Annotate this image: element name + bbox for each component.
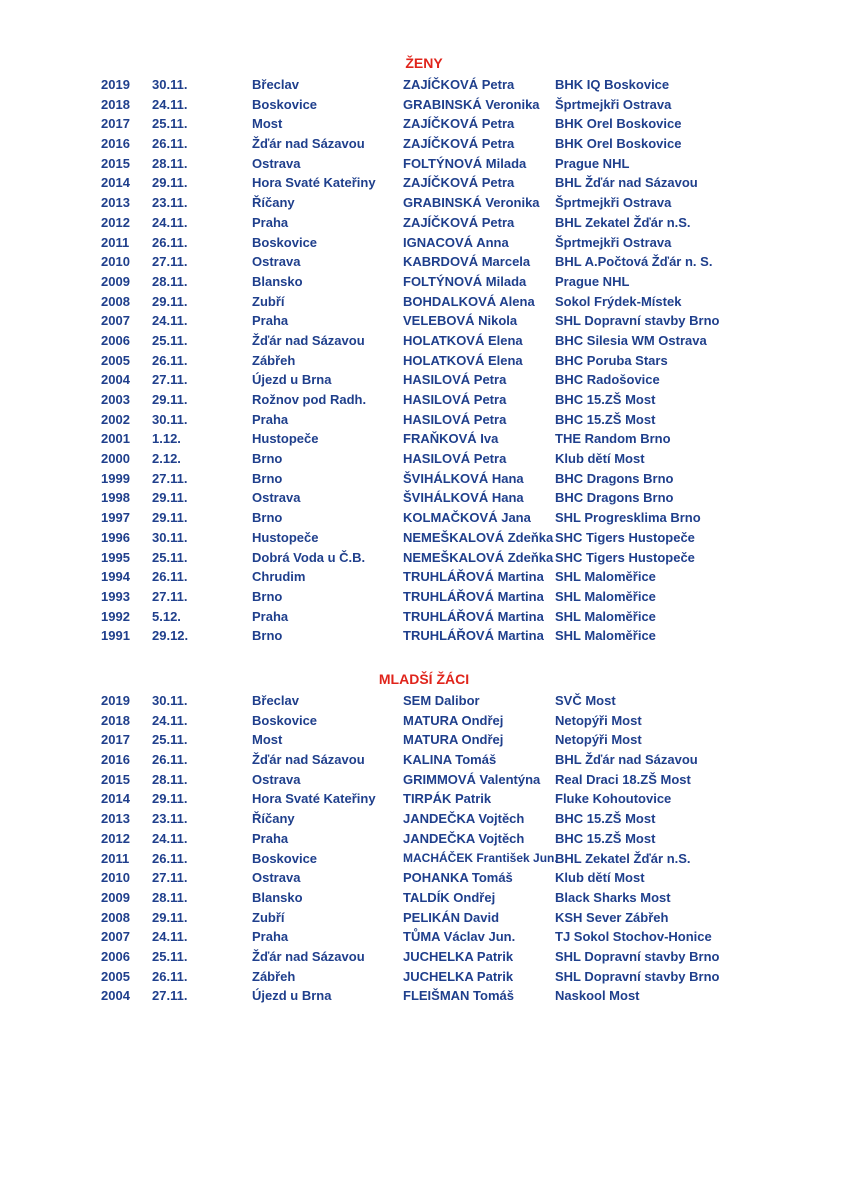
table-row [0,508,848,528]
club-cell: SHL Dopravní stavby Brno [555,968,720,984]
club-cell: SHL Maloměřice [555,628,656,644]
city-cell: Žďár nad Sázavou [252,136,365,152]
table-row [0,691,848,711]
year-cell: 1992 [101,608,130,624]
year-cell: 2019 [101,77,130,92]
city-cell: Ostrava [252,490,301,506]
name-cell: GRIMMOVÁ Valentýna [403,771,541,787]
club-cell: SHL Maloměřice [555,588,656,604]
year-cell: 2014 [101,791,130,807]
name-cell: ZAJÍČKOVÁ Petra [403,214,515,230]
date-cell: 30.11. [152,77,188,92]
date-cell: 23.11. [152,195,188,211]
name-cell: JANDEČKA Vojtěch [403,811,525,827]
name-cell: IGNACOVÁ Anna [403,234,509,250]
date-cell: 29.11. [152,510,188,526]
table-row [0,888,848,908]
date-cell: 29.11. [152,293,188,309]
table-row [0,750,848,770]
city-cell: Praha [252,929,289,945]
table-row [0,390,848,410]
table-row [0,429,848,449]
table-row [0,272,848,292]
year-cell: 2019 [101,693,130,708]
table-row [0,75,848,95]
city-cell: Chrudim [252,569,306,585]
club-cell: Netopýři Most [555,712,642,728]
date-cell: 24.11. [152,214,188,230]
name-cell: MATURA Ondřej [403,712,504,728]
club-cell: Naskool Most [555,988,640,1004]
year-cell: 2007 [101,313,130,329]
date-cell: 5.12. [152,608,181,624]
year-cell: 2010 [101,870,130,886]
date-cell: 29.11. [152,392,188,407]
year-cell: 2005 [101,352,130,368]
date-cell: 25.11. [152,332,188,348]
table-row [0,567,848,587]
club-cell: Prague NHL [555,155,630,171]
name-cell: ŠVIHÁLKOVÁ Hana [403,470,524,486]
date-cell: 30.11. [152,529,188,545]
year-cell: 2011 [101,234,130,250]
city-cell: Boskovice [252,96,318,112]
date-cell: 2.12. [152,451,181,467]
name-cell: TRUHLÁŘOVÁ Martina [403,569,544,585]
table-row [0,607,848,627]
club-cell: Prague NHL [555,273,630,289]
date-cell: 30.11. [152,411,188,427]
table-row [0,292,848,312]
year-cell: 2010 [101,254,130,270]
club-cell: SHL Maloměřice [555,569,656,585]
year-cell: 2008 [101,909,130,925]
club-cell: BHC 15.ZŠ Most [555,830,656,846]
city-cell: Říčany [252,195,295,211]
year-cell: 2015 [101,155,130,171]
name-cell: HASILOVÁ Petra [403,372,507,388]
name-cell: HASILOVÁ Petra [403,411,507,427]
city-cell: Praha [252,313,289,329]
year-cell: 2017 [101,732,130,748]
table-row [0,114,848,134]
city-cell: Zábřeh [252,968,296,984]
year-cell: 2011 [101,850,130,866]
name-cell: ZAJÍČKOVÁ Petra [403,136,515,152]
club-cell: SHL Progresklima Brno [555,510,701,526]
table-row [0,154,848,174]
club-cell: TJ Sokol Stochov-Honice [555,929,712,945]
club-cell: SHL Dopravní stavby Brno [555,313,720,329]
year-cell: 2005 [101,968,130,984]
results-list-zeny [0,75,848,646]
city-cell: Žďár nad Sázavou [252,948,365,964]
table-row [0,193,848,213]
date-cell: 27.11. [152,988,188,1004]
name-cell: BOHDALKOVÁ Alena [403,293,535,309]
date-cell: 28.11. [152,273,188,289]
table-row [0,829,848,849]
name-cell: FLEIŠMAN Tomáš [403,988,514,1004]
club-cell: KSH Sever Zábřeh [555,909,669,925]
table-row [0,548,848,568]
city-cell: Hustopeče [252,529,319,545]
table-row [0,410,848,430]
date-cell: 25.11. [152,116,188,132]
city-cell: Brno [252,510,283,526]
table-row [0,469,848,489]
city-cell: Brno [252,451,283,467]
date-cell: 29.12. [152,628,189,644]
name-cell: FRAŇKOVÁ Iva [403,431,499,447]
year-cell: 2013 [101,195,130,211]
city-cell: Blansko [252,889,303,905]
city-cell: Hora Svaté Kateřiny [252,791,376,807]
name-cell: GRABINSKÁ Veronika [403,96,540,112]
date-cell: 28.11. [152,771,188,787]
year-cell: 2006 [101,948,130,964]
city-cell: Rožnov pod Radh. [252,392,367,407]
year-cell: 2009 [101,889,130,905]
name-cell: HASILOVÁ Petra [403,451,507,467]
date-cell: 27.11. [152,470,188,486]
club-cell: BHC Silesia WM Ostrava [555,332,707,348]
city-cell: Hora Svaté Kateřiny [252,175,376,191]
name-cell: KALINA Tomáš [403,752,497,768]
club-cell: Šprtmejkři Ostrava [555,195,672,211]
table-row [0,528,848,548]
city-cell: Praha [252,411,289,427]
city-cell: Říčany [252,811,295,827]
name-cell: VELEBOVÁ Nikola [403,313,518,329]
name-cell: FOLTÝNOVÁ Milada [403,273,527,289]
city-cell: Boskovice [252,850,318,866]
date-cell: 26.11. [152,968,188,984]
name-cell: TRUHLÁŘOVÁ Martina [403,588,544,604]
name-cell: HOLATKOVÁ Elena [403,352,523,368]
table-row [0,908,848,928]
club-cell: Klub dětí Most [555,870,645,886]
name-cell: FOLTÝNOVÁ Milada [403,155,527,171]
date-cell: 29.11. [152,490,188,506]
name-cell: KABRDOVÁ Marcela [403,254,531,270]
year-cell: 2000 [101,451,130,467]
club-cell: Sokol Frýdek-Místek [555,293,682,309]
year-cell: 2012 [101,214,130,230]
date-cell: 29.11. [152,175,188,191]
name-cell: TŮMA Václav Jun. [403,929,516,945]
club-cell: BHL A.Počtová Žďár n. S. [555,254,713,270]
club-cell: BHC Dragons Brno [555,470,674,486]
city-cell: Ostrava [252,771,301,787]
section-title-mladsi-zaci: MLADŠÍ ŽÁCI [378,671,470,687]
date-cell: 25.11. [152,732,188,748]
name-cell: GRABINSKÁ Veronika [403,195,540,211]
date-cell: 24.11. [152,929,188,945]
date-cell: 25.11. [152,948,188,964]
date-cell: 28.11. [152,889,188,905]
city-cell: Břeclav [252,693,299,708]
name-cell: ŠVIHÁLKOVÁ Hana [403,490,524,506]
table-row [0,770,848,790]
year-cell: 2003 [101,392,130,407]
table-row [0,730,848,750]
year-cell: 1998 [101,490,130,506]
name-cell: HOLATKOVÁ Elena [403,332,523,348]
club-cell: BHC 15.ZŠ Most [555,811,656,827]
club-cell: SVČ Most [555,693,616,708]
name-cell: JUCHELKA Patrik [403,948,514,964]
table-row [0,95,848,115]
table-row [0,711,848,731]
club-cell: SHL Maloměřice [555,608,656,624]
name-cell: TIRPÁK Patrik [403,791,492,807]
date-cell: 27.11. [152,372,188,388]
city-cell: Zábřeh [252,352,296,368]
city-cell: Boskovice [252,712,318,728]
date-cell: 24.11. [152,830,188,846]
section-title-zeny: ŽENY [405,55,443,71]
name-cell: SEM Dalibor [403,693,480,708]
year-cell: 1994 [101,569,130,585]
name-cell: KOLMAČKOVÁ Jana [403,510,531,526]
year-cell: 1999 [101,470,130,486]
club-cell: BHL Zekatel Žďár n.S. [555,214,691,230]
city-cell: Praha [252,830,289,846]
city-cell: Ostrava [252,870,301,886]
club-cell: BHL Žďár nad Sázavou [555,752,698,768]
club-cell: Real Draci 18.ZŠ Most [555,771,691,787]
year-cell: 2007 [101,929,130,945]
club-cell: Šprtmejkři Ostrava [555,234,672,250]
club-cell: Fluke Kohoutovice [555,791,672,807]
city-cell: Žďár nad Sázavou [252,752,365,768]
club-cell: Black Sharks Most [555,889,671,905]
name-cell: HASILOVÁ Petra [403,392,507,407]
name-cell: POHANKA Tomáš [403,870,513,886]
date-cell: 25.11. [152,549,188,565]
date-cell: 27.11. [152,870,188,886]
table-row [0,449,848,469]
date-cell: 1.12. [152,431,181,447]
table-row [0,947,848,967]
date-cell: 26.11. [152,850,188,866]
year-cell: 1991 [101,628,130,644]
table-row [0,789,848,809]
table-row [0,213,848,233]
club-cell: BHC Poruba Stars [555,352,668,368]
city-cell: Hustopeče [252,431,319,447]
year-cell: 2008 [101,293,130,309]
table-row [0,311,848,331]
club-cell: SHL Dopravní stavby Brno [555,948,720,964]
year-cell: 2016 [101,136,130,152]
date-cell: 24.11. [152,96,188,112]
city-cell: Dobrá Voda u Č.B. [252,549,366,565]
club-cell: Šprtmejkři Ostrava [555,96,672,112]
year-cell: 2004 [101,372,130,388]
city-cell: Ostrava [252,254,301,270]
club-cell: BHC Dragons Brno [555,490,674,506]
table-row [0,626,848,646]
city-cell: Brno [252,628,283,644]
name-cell: ZAJÍČKOVÁ Petra [403,116,515,132]
table-row [0,173,848,193]
date-cell: 23.11. [152,811,188,827]
club-cell: BHC 15.ZŠ Most [555,392,656,407]
name-cell: MATURA Ondřej [403,732,504,748]
date-cell: 26.11. [152,234,188,250]
club-cell: BHK Orel Boskovice [555,116,682,132]
year-cell: 1997 [101,510,130,526]
date-cell: 28.11. [152,155,188,171]
city-cell: Praha [252,608,289,624]
city-cell: Zubří [252,293,285,309]
name-cell: PELIKÁN David [403,909,500,925]
results-list-mladsi-zaci [0,691,848,1006]
date-cell: 24.11. [152,313,188,329]
date-cell: 26.11. [152,352,188,368]
year-cell: 2001 [101,431,130,447]
city-cell: Újezd u Brna [252,988,332,1004]
city-cell: Brno [252,470,283,486]
club-cell: SHC Tigers Hustopeče [555,549,695,565]
club-cell: BHC 15.ZŠ Most [555,411,656,427]
club-cell: Klub dětí Most [555,451,645,467]
name-cell: TALDÍK Ondřej [403,889,496,905]
table-row [0,370,848,390]
date-cell: 26.11. [152,752,188,768]
city-cell: Boskovice [252,234,318,250]
name-cell: TRUHLÁŘOVÁ Martina [403,628,544,644]
date-cell: 27.11. [152,588,188,604]
table-row [0,351,848,371]
club-cell: BHK Orel Boskovice [555,136,682,152]
year-cell: 2006 [101,332,130,348]
year-cell: 2004 [101,988,130,1004]
city-cell: Újezd u Brna [252,372,332,388]
name-cell: JANDEČKA Vojtěch [403,830,525,846]
club-cell: THE Random Brno [555,431,671,447]
date-cell: 26.11. [152,569,188,585]
year-cell: 2009 [101,273,130,289]
club-cell: SHC Tigers Hustopeče [555,529,695,545]
year-cell: 1995 [101,549,130,565]
year-cell: 2018 [101,712,130,728]
name-cell: ZAJÍČKOVÁ Petra [403,77,515,92]
name-cell: ZAJÍČKOVÁ Petra [403,175,515,191]
club-cell: BHK IQ Boskovice [555,77,670,92]
city-cell: Ostrava [252,155,301,171]
table-row [0,134,848,154]
table-row [0,252,848,272]
name-cell: NEMEŠKALOVÁ Zdeňka [403,549,554,565]
table-row [0,868,848,888]
date-cell: 27.11. [152,254,188,270]
year-cell: 2014 [101,175,130,191]
table-row [0,809,848,829]
year-cell: 2017 [101,116,130,132]
city-cell: Most [252,116,283,132]
club-cell: BHC Radošovice [555,372,660,388]
date-cell: 29.11. [152,909,188,925]
table-row [0,488,848,508]
year-cell: 2002 [101,411,130,427]
year-cell: 2016 [101,752,130,768]
year-cell: 2012 [101,830,130,846]
city-cell: Brno [252,588,283,604]
year-cell: 2018 [101,96,130,112]
year-cell: 1993 [101,588,130,604]
table-row [0,233,848,253]
year-cell: 1996 [101,529,130,545]
table-row [0,927,848,947]
table-row [0,849,848,869]
city-cell: Břeclav [252,77,299,92]
table-row [0,986,848,1006]
date-cell: 30.11. [152,693,188,708]
club-cell: BHL Zekatel Žďár n.S. [555,850,691,866]
name-cell: JUCHELKA Patrik [403,968,514,984]
year-cell: 2015 [101,771,130,787]
date-cell: 29.11. [152,791,188,807]
date-cell: 26.11. [152,136,188,152]
name-cell: NEMEŠKALOVÁ Zdeňka [403,529,554,545]
table-row [0,587,848,607]
city-cell: Most [252,732,283,748]
city-cell: Zubří [252,909,285,925]
table-row [0,967,848,987]
city-cell: Žďár nad Sázavou [252,332,365,348]
name-cell: MACHÁČEK František Jun. [403,850,558,865]
table-row [0,331,848,351]
city-cell: Blansko [252,273,303,289]
date-cell: 24.11. [152,712,188,728]
name-cell: TRUHLÁŘOVÁ Martina [403,608,544,624]
city-cell: Praha [252,214,289,230]
year-cell: 2013 [101,811,130,827]
club-cell: BHL Žďár nad Sázavou [555,175,698,191]
club-cell: Netopýři Most [555,732,642,748]
